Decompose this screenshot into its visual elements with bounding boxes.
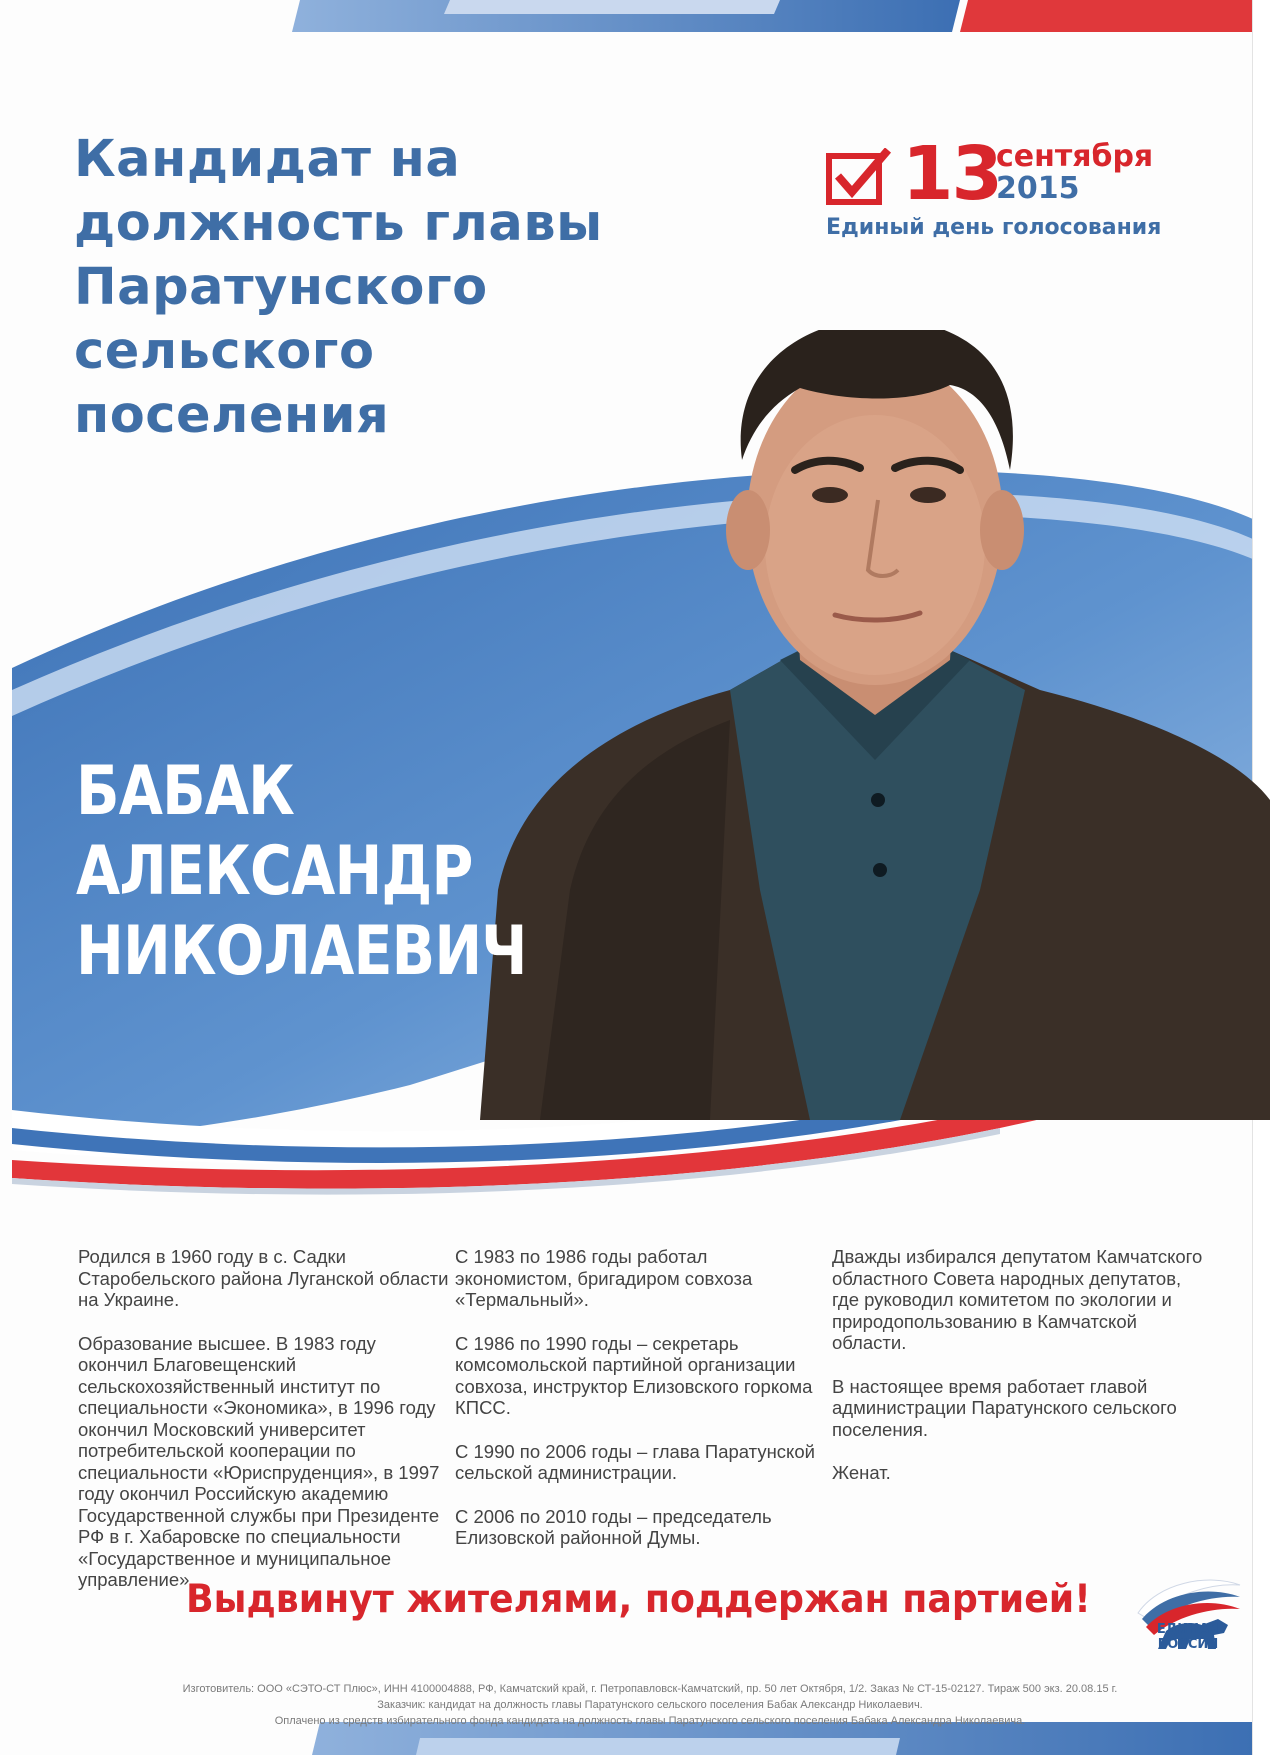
biography-column-2 — [455, 1246, 827, 1571]
candidate-patronymic: НИКОЛАЕВИЧ — [76, 912, 527, 991]
ballot-checkbox-icon — [826, 148, 892, 206]
bio-paragraph: Родился в 1960 году в с. Садки Старобельского района Луганской области на Украине. — [78, 1246, 449, 1310]
campaign-slogan: Выдвинут жителями, поддержан партией! — [186, 1577, 1091, 1622]
bio-paragraph: С 1983 по 1986 годы работал экономистом, бригадиром совхоза «Термальный». — [455, 1246, 753, 1310]
bio-paragraph: Дважды избирался депутатом Камчатского областного Совета народных депутатов, где руководил комитетом по экологии и природопользованию в Камчатской области. — [832, 1246, 1203, 1353]
title-line: должность главы — [74, 194, 603, 253]
candidate-first-name: АЛЕКСАНДР — [76, 832, 473, 911]
candidate-name — [76, 752, 527, 992]
election-date-block — [826, 131, 1186, 248]
united-russia-logo-icon — [1128, 1548, 1248, 1678]
election-month: сентября — [996, 139, 1154, 174]
title-line: сельского — [74, 322, 375, 381]
bio-paragraph: В настоящее время работает главой администрации Паратунского сельского поселения. — [832, 1375, 1177, 1440]
biography-column-3 — [832, 1246, 1204, 1506]
party-name — [1128, 1622, 1248, 1652]
imprint-customer: Заказчик: кандидат на должность главы Паратунского сельского поселения Бабак Александр Николаевич. — [377, 1699, 923, 1711]
print-imprint — [120, 1681, 1180, 1729]
top-stripes — [292, 0, 1255, 32]
imprint-funding: Оплачено из средств избирательного фонда кандидата на должность главы Паратунского сельского поселения Бабака Александра Николаевича. — [274, 1715, 1026, 1727]
bio-paragraph: С 2006 по 2010 годы – председатель Елизовской районной Думы. — [455, 1505, 772, 1548]
bio-paragraph: С 1986 по 1990 годы – секретарь комсомольской партийной организации совхоза, инструктор Елизовского горкома КПСС. — [455, 1332, 813, 1418]
election-day-number: 13 — [902, 131, 1001, 217]
bio-paragraph: С 1990 по 2006 годы – глава Паратунской сельской администрации. — [455, 1440, 815, 1483]
bio-paragraph: Женат. — [832, 1462, 891, 1483]
candidate-portrait — [480, 330, 1270, 1120]
election-year: 2015 — [996, 171, 1080, 206]
party-name-line: РОССИЯ — [1157, 1637, 1219, 1652]
imprint-manufacturer: Изготовитель: ООО «СЭТО-СТ Плюс», ИНН 4100004888, РФ, Камчатский край, г. Петропавловск-Камчатский, пр. 50 лет Октября, 1/2. Заказ № СТ-15-02127. Тираж 500 экз. 20.08.15 г. — [182, 1683, 1118, 1695]
voting-day-caption: Единый день голосования — [826, 215, 1162, 240]
title-line: поселения — [74, 386, 390, 445]
title-line: Паратунского — [74, 258, 488, 317]
bio-paragraph: Образование высшее. В 1983 году окончил Благовещенский сельскохозяйственный институт по специальности «Экономика», в 1996 году окончил Московский университет потребительской кооперации по специальности «Юриспруденция», в 1997 году окончил Российскую академию Государственной службы при Президенте РФ в г. Хабаровске по специальности «Государственное и муниципальное управление». — [78, 1332, 440, 1590]
title-line: Кандидат на — [74, 130, 461, 189]
candidate-surname: БАБАК — [76, 752, 294, 831]
biography-column-1 — [78, 1246, 450, 1613]
party-name-line: ЕДИНАЯ — [1156, 1622, 1220, 1637]
